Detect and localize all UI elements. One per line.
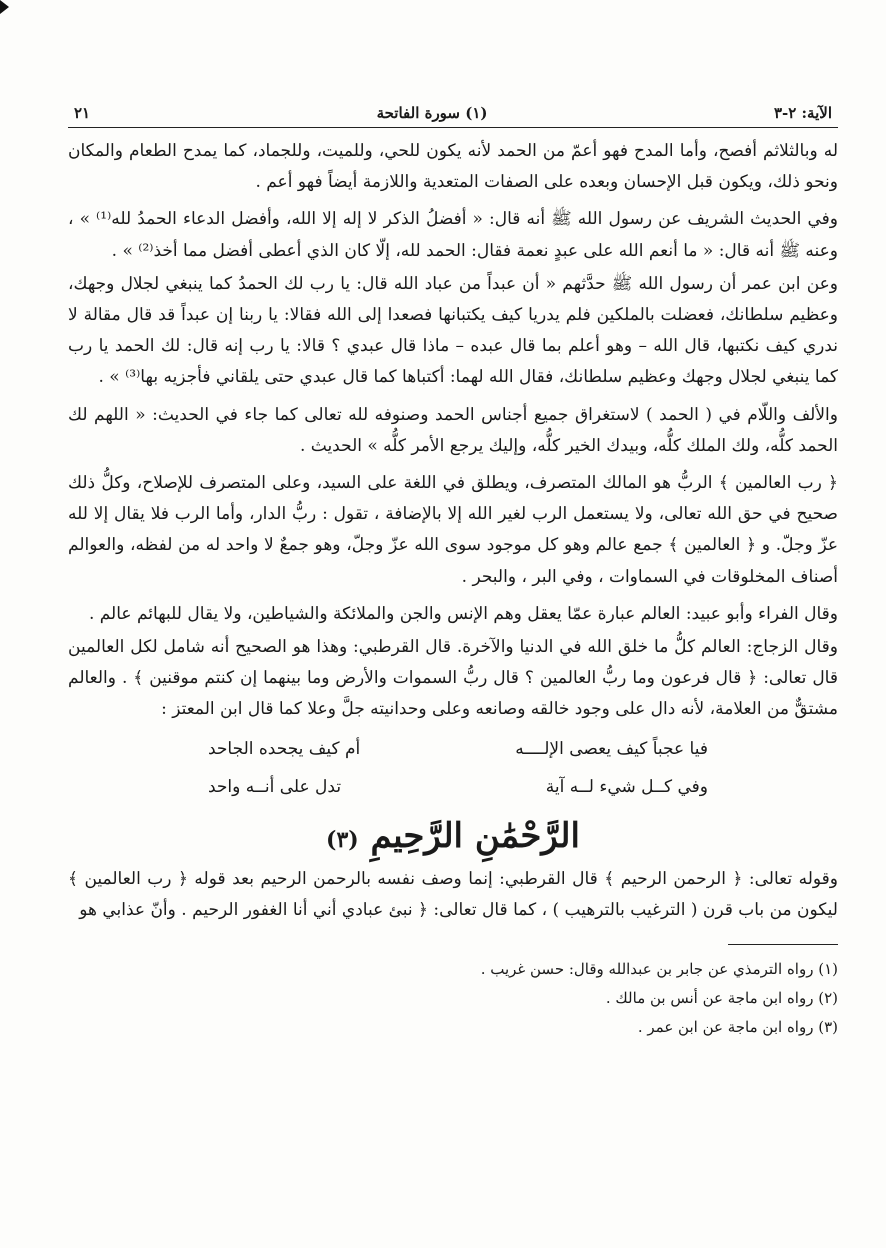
poem-hemistich: تدل على أنــه واحد <box>208 776 342 797</box>
paragraph: وفي الحديث الشريف عن رسول الله ﷺ أنه قال: « أفضلُ الذكر لا إله إلا الله، وأفضل الدعاء الحمدُ لله⁽¹⁾ » ، وعنه ﷺ أنه قال: « ما أنعم الله على عبدٍ نعمة فقال: الحمد لله، إلّا كان الذي أعطى أفضل مما أخذ⁽²⁾ » . <box>68 209 839 261</box>
ayah-number-marker: (٣) <box>326 826 359 853</box>
page-number: ٢١ <box>74 104 91 122</box>
surah-title: (١) سورة الفاتحة <box>376 104 488 122</box>
footnotes <box>68 955 838 1042</box>
poem-verse <box>208 730 708 768</box>
paragraph: وقال الفراء وأبو عبيد: العالم عبارة عمّا يعقل وهم الإنس والجن والملائكة والشياطين، ولا يقال للبهائم عالم . <box>88 603 838 624</box>
page <box>68 104 838 1042</box>
footnote: (٢) رواه ابن ماجة عن أنس بن مالك . <box>605 989 838 1008</box>
paragraph: له وبالثلاثم أفصح، وأما المدح فهو أعمّ من الحمد لأنه يكون للحي، وللميت، وللجماد، كما يمدح الطعام والمكان ونحو ذلك، ويكون قبل الإحسان وبعده على الصفات المتعدية واللازمة أيضاً فهو أعم . <box>68 141 839 193</box>
footnote: (٣) رواه ابن ماجة عن ابن عمر . <box>637 1018 838 1037</box>
paragraph: والألف واللّام في ( الحمد ) لاستغراق جميع أجناس الحمد وصنوفه لله تعالى كما جاء في الحديث: « اللهم لك الحمد كلُّه، ولك الملك كلُّه، وبيدك الخير كلُّه، وإليك يرجع الأمر كلُّه » الحديث . <box>68 404 838 456</box>
poem <box>208 730 708 806</box>
paragraph: ﴿ رب العالمين ﴾ الربُّ هو المالك المتصرف، ويطلق في اللغة على السيد، وعلى المتصرف للإصلاح، وكلُّ ذلك صحيح في حق الله تعالى، ولا يستعمل الرب لغير الله إلا بالإضافة ، تقول : ربُّ الدار، وأما الرب فلا يقال إلا لله عزّ وجلّ. و ﴿ العالمين ﴾ جمع عالم وهو كل موجود سوى الله عزّ وجلّ، وهو جمعٌ لا واحد له من لفظه، والعوالم أصناف المخلوقات في السماوات ، وفي البر ، والبحر . <box>68 473 838 587</box>
poem-verse <box>208 768 708 806</box>
footnote: (١) رواه الترمذي عن جابر بن عبدالله وقال: حسن غريب . <box>480 960 838 979</box>
paragraph: وقوله تعالى: ﴿ الرحمن الرحيم ﴾ قال القرطبي: إنما وصف نفسه بالرحمن الرحيم بعد قوله ﴿ رب العالمين ﴾ ليكون من باب قرن ( الترغيب بالترهيب ) ، كما قال تعالى: ﴿ نبئ عبادي أني أنا الغفور الرحيم . وأنّ عذابي هو <box>68 868 838 920</box>
verse-range: الآية: ٢-٣ <box>773 104 832 122</box>
poem-hemistich: أم كيف يجحده الجاحد <box>208 738 361 759</box>
verse-heading-text: الرَّحْمَٰنِ الرَّحِيمِ <box>370 815 580 856</box>
paragraph: وعن ابن عمر أن رسول الله ﷺ حدَّثهم « أن عبداً من عباد الله قال: يا رب لك الحمدُ كما ينبغي لجلال وجهك، وعظيم سلطانك، فعضلت بالملكين فلم يدريا كيف يكتبانها فصعدا إلى الله فقالا: يا ربنا إن عبداً قد قال مقالة لا ندري كيف نكتبها، قال الله – وهو أعلم بما قال عبده – ماذا قال عبدي ؟ قالا: يا رب إنه قال: لك الحمد يا رب كما ينبغي لجلال وجهك وعظيم سلطانك، فقال الله لهما: أكتباها كما قال عبدي حتى يلقاني فأجزيه بها⁽³⁾ » . <box>68 273 838 388</box>
verse-heading <box>68 816 838 856</box>
paragraph: وقال الزجاج: العالم كلُّ ما خلق الله في الدنيا والآخرة. قال القرطبي: وهذا هو الصحيح أنه شامل لكل العالمين قال تعالى: ﴿ قال فرعون وما ربُّ العالمين ؟ قال ربُّ السموات والأرض وما بينهما إن كنتم موقنين ﴾ . والعالم مشتقٌّ من العلامة، لأنه دال على وجود خالقه وصانعه وعلى وحدانيته جلَّ وعلا كما قال ابن المعتز : <box>68 637 838 720</box>
page-header <box>68 104 838 128</box>
poem-hemistich: وفي كــل شيء لــه آية <box>545 776 708 797</box>
footnote-divider <box>728 944 838 945</box>
poem-hemistich: فيا عجباً كيف يعصى الإلــــه <box>515 738 708 759</box>
body-text <box>68 136 838 926</box>
corner-mark <box>0 0 9 14</box>
